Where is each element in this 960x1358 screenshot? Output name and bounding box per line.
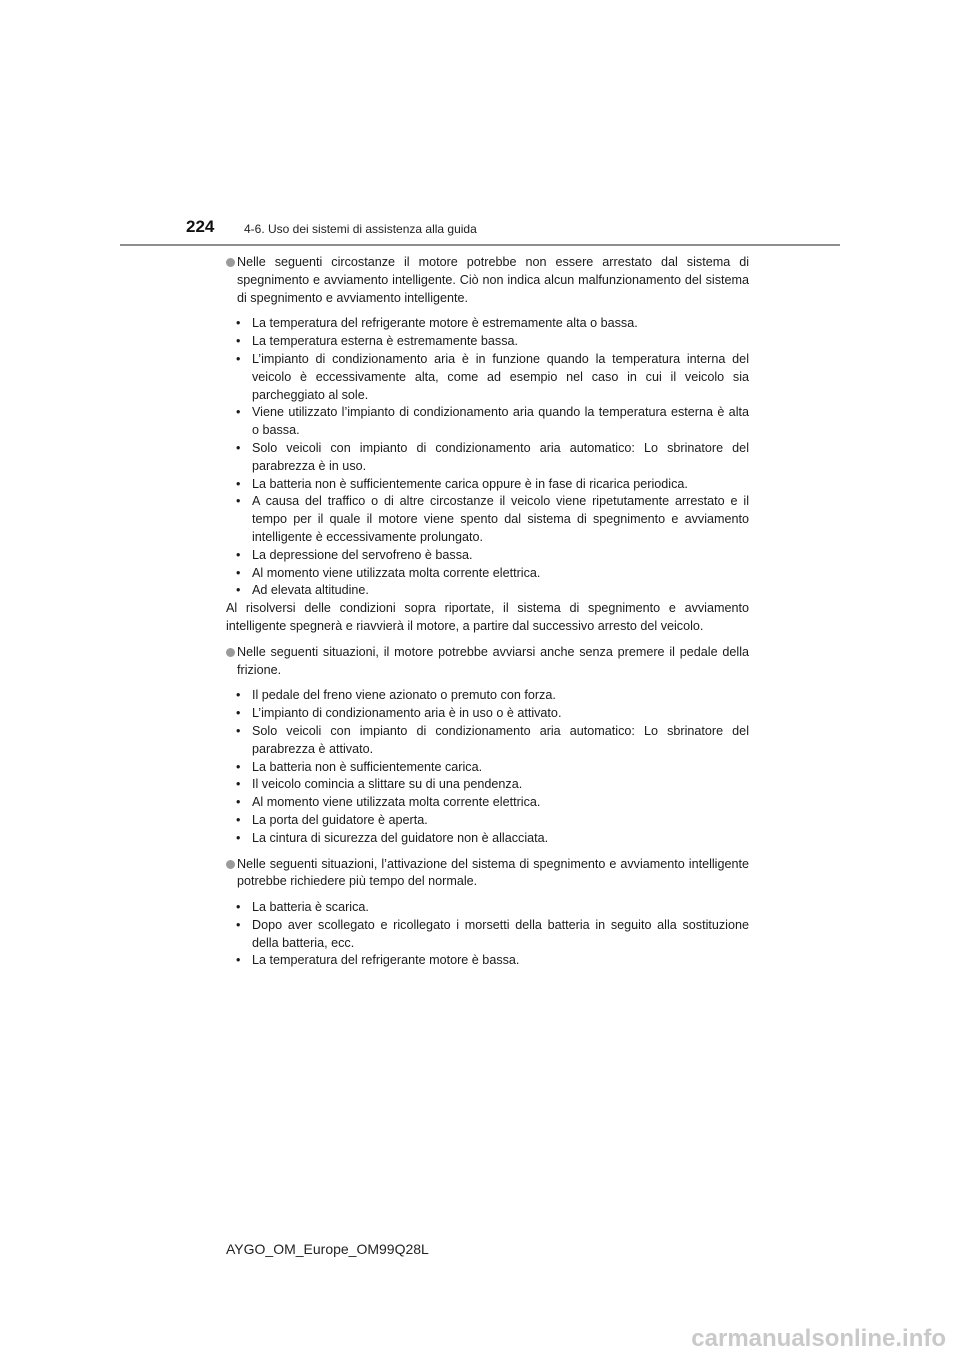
- list-item: [229, 794, 749, 812]
- list-item: [229, 776, 749, 794]
- list-bullet: •: [236, 795, 241, 810]
- page-number: 224: [186, 217, 215, 236]
- list-item: [229, 404, 749, 440]
- list-item: [229, 705, 749, 723]
- list-item: [229, 440, 749, 476]
- list-item: [229, 723, 749, 759]
- list-item-text: A causa del traffico o di altre circostanze il veicolo viene ripetutamente arrestato e il tempo per il quale il motore viene spento dal sistema di spegnimento e avviamento intelligente è eccessivamente prolungato.: [252, 494, 749, 544]
- list-bullet: •: [236, 830, 241, 845]
- bullet-paragraph: [226, 254, 749, 307]
- condition-block-longer-activation: [226, 856, 749, 971]
- list-item-text: Dopo aver scollegato e ricollegato i morsetti della batteria in seguito alla sostituzione della batteria, ecc.: [252, 917, 749, 950]
- list-item-text: La depressione del servofreno è bassa.: [252, 547, 473, 562]
- list-item: [229, 812, 749, 830]
- list-bullet: •: [236, 405, 241, 420]
- list-bullet: •: [236, 812, 241, 827]
- list-item: [229, 547, 749, 565]
- list-bullet: •: [236, 565, 241, 580]
- bullet-paragraph: [226, 644, 749, 680]
- header-divider: [120, 244, 840, 246]
- bullet-dot-icon: [226, 258, 235, 267]
- page-content: [226, 254, 749, 978]
- list-item: [229, 899, 749, 917]
- list-item: [229, 351, 749, 404]
- list-item-text: L’impianto di condizionamento aria è in funzione quando la temperatura interna del veicolo è eccessivamente alta, come ad esempio nel caso in cui il veicolo sia parcheggiato al sole.: [252, 351, 749, 402]
- list-bullet: •: [236, 917, 241, 932]
- list-item: [229, 565, 749, 583]
- bullet-paragraph: [226, 856, 749, 892]
- list-item-text: Al momento viene utilizzata molta corrente elettrica.: [252, 565, 541, 580]
- list-item: [229, 333, 749, 351]
- note-paragraph: Al risolversi delle condizioni sopra riportate, il sistema di spegnimento e avviamento intelligente spegnerà e riavvierà il motore, a partire dal successivo arresto del veicolo.: [226, 601, 749, 633]
- list-item-text: Il pedale del freno viene azionato o premuto con forza.: [252, 688, 556, 703]
- bullet-intro-text: Nelle seguenti situazioni, il motore potrebbe avviarsi anche senza premere il pedale della frizione.: [237, 644, 749, 677]
- list-bullet: •: [236, 334, 241, 349]
- list-item: [229, 830, 749, 848]
- condition-list: [226, 687, 749, 847]
- list-item-text: Il veicolo comincia a slittare su di una pendenza.: [252, 777, 523, 792]
- list-item: [229, 917, 749, 953]
- list-bullet: •: [236, 440, 241, 455]
- list-item-text: La batteria è scarica.: [252, 900, 369, 915]
- list-item-text: Solo veicoli con impianto di condizionamento aria automatico: Lo sbrinatore del parabrezza è attivato.: [252, 723, 749, 756]
- bullet-dot-icon: [226, 860, 235, 869]
- list-item: [229, 687, 749, 705]
- condition-block-engine-not-stopped: [226, 254, 749, 636]
- condition-block-engine-may-start: [226, 644, 749, 848]
- list-item-text: La temperatura del refrigerante motore è bassa.: [252, 953, 520, 968]
- list-item-text: La temperatura esterna è estremamente bassa.: [252, 334, 519, 349]
- list-item-text: L’impianto di condizionamento aria è in uso o è attivato.: [252, 706, 562, 721]
- list-item-text: Ad elevata altitudine.: [252, 583, 369, 598]
- list-bullet: •: [236, 777, 241, 792]
- bullet-intro-text: Nelle seguenti situazioni, l’attivazione del sistema di spegnimento e avviamento intelligente potrebbe richiedere più tempo del normale.: [237, 856, 749, 889]
- list-bullet: •: [236, 723, 241, 738]
- bullet-dot-icon: [226, 648, 235, 657]
- list-bullet: •: [236, 476, 241, 491]
- list-bullet: •: [236, 494, 241, 509]
- list-bullet: •: [236, 583, 241, 598]
- watermark: carmanualsonline.info: [691, 1325, 946, 1352]
- list-item-text: La porta del guidatore è aperta.: [252, 812, 428, 827]
- list-item: [229, 952, 749, 970]
- condition-list: [226, 315, 749, 600]
- list-item-text: La batteria non è sufficientemente carica oppure è in fase di ricarica periodica.: [252, 476, 688, 491]
- list-bullet: •: [236, 351, 241, 366]
- list-bullet: •: [236, 547, 241, 562]
- bullet-intro-text: Nelle seguenti circostanze il motore potrebbe non essere arrestato dal sistema di spegnimento e avviamento intelligente. Ciò non indica alcun malfunzionamento del sistema di spegnimento e avviamento intelligente.: [237, 255, 749, 305]
- list-bullet: •: [236, 953, 241, 968]
- list-item: [229, 493, 749, 546]
- list-item-text: Al momento viene utilizzata molta corrente elettrica.: [252, 795, 541, 810]
- list-item: [229, 476, 749, 494]
- list-bullet: •: [236, 900, 241, 915]
- list-item: [229, 582, 749, 600]
- list-item-text: La cintura di sicurezza del guidatore non è allacciata.: [252, 830, 549, 845]
- document-code: AYGO_OM_Europe_OM99Q28L: [226, 1241, 429, 1257]
- list-item-text: La temperatura del refrigerante motore è estremamente alta o bassa.: [252, 316, 638, 331]
- list-item: [229, 315, 749, 333]
- list-item-text: La batteria non è sufficientemente carica.: [252, 759, 483, 774]
- condition-list: [226, 899, 749, 970]
- list-item-text: Viene utilizzato l’impianto di condizionamento aria quando la temperatura esterna è alta o bassa.: [252, 405, 749, 438]
- list-bullet: •: [236, 706, 241, 721]
- list-bullet: •: [236, 688, 241, 703]
- section-title: 4-6. Uso dei sistemi di assistenza alla guida: [244, 222, 477, 236]
- list-bullet: •: [236, 316, 241, 331]
- list-item-text: Solo veicoli con impianto di condizionamento aria automatico: Lo sbrinatore del parabrezza è in uso.: [252, 440, 749, 473]
- list-item: [229, 759, 749, 777]
- list-bullet: •: [236, 759, 241, 774]
